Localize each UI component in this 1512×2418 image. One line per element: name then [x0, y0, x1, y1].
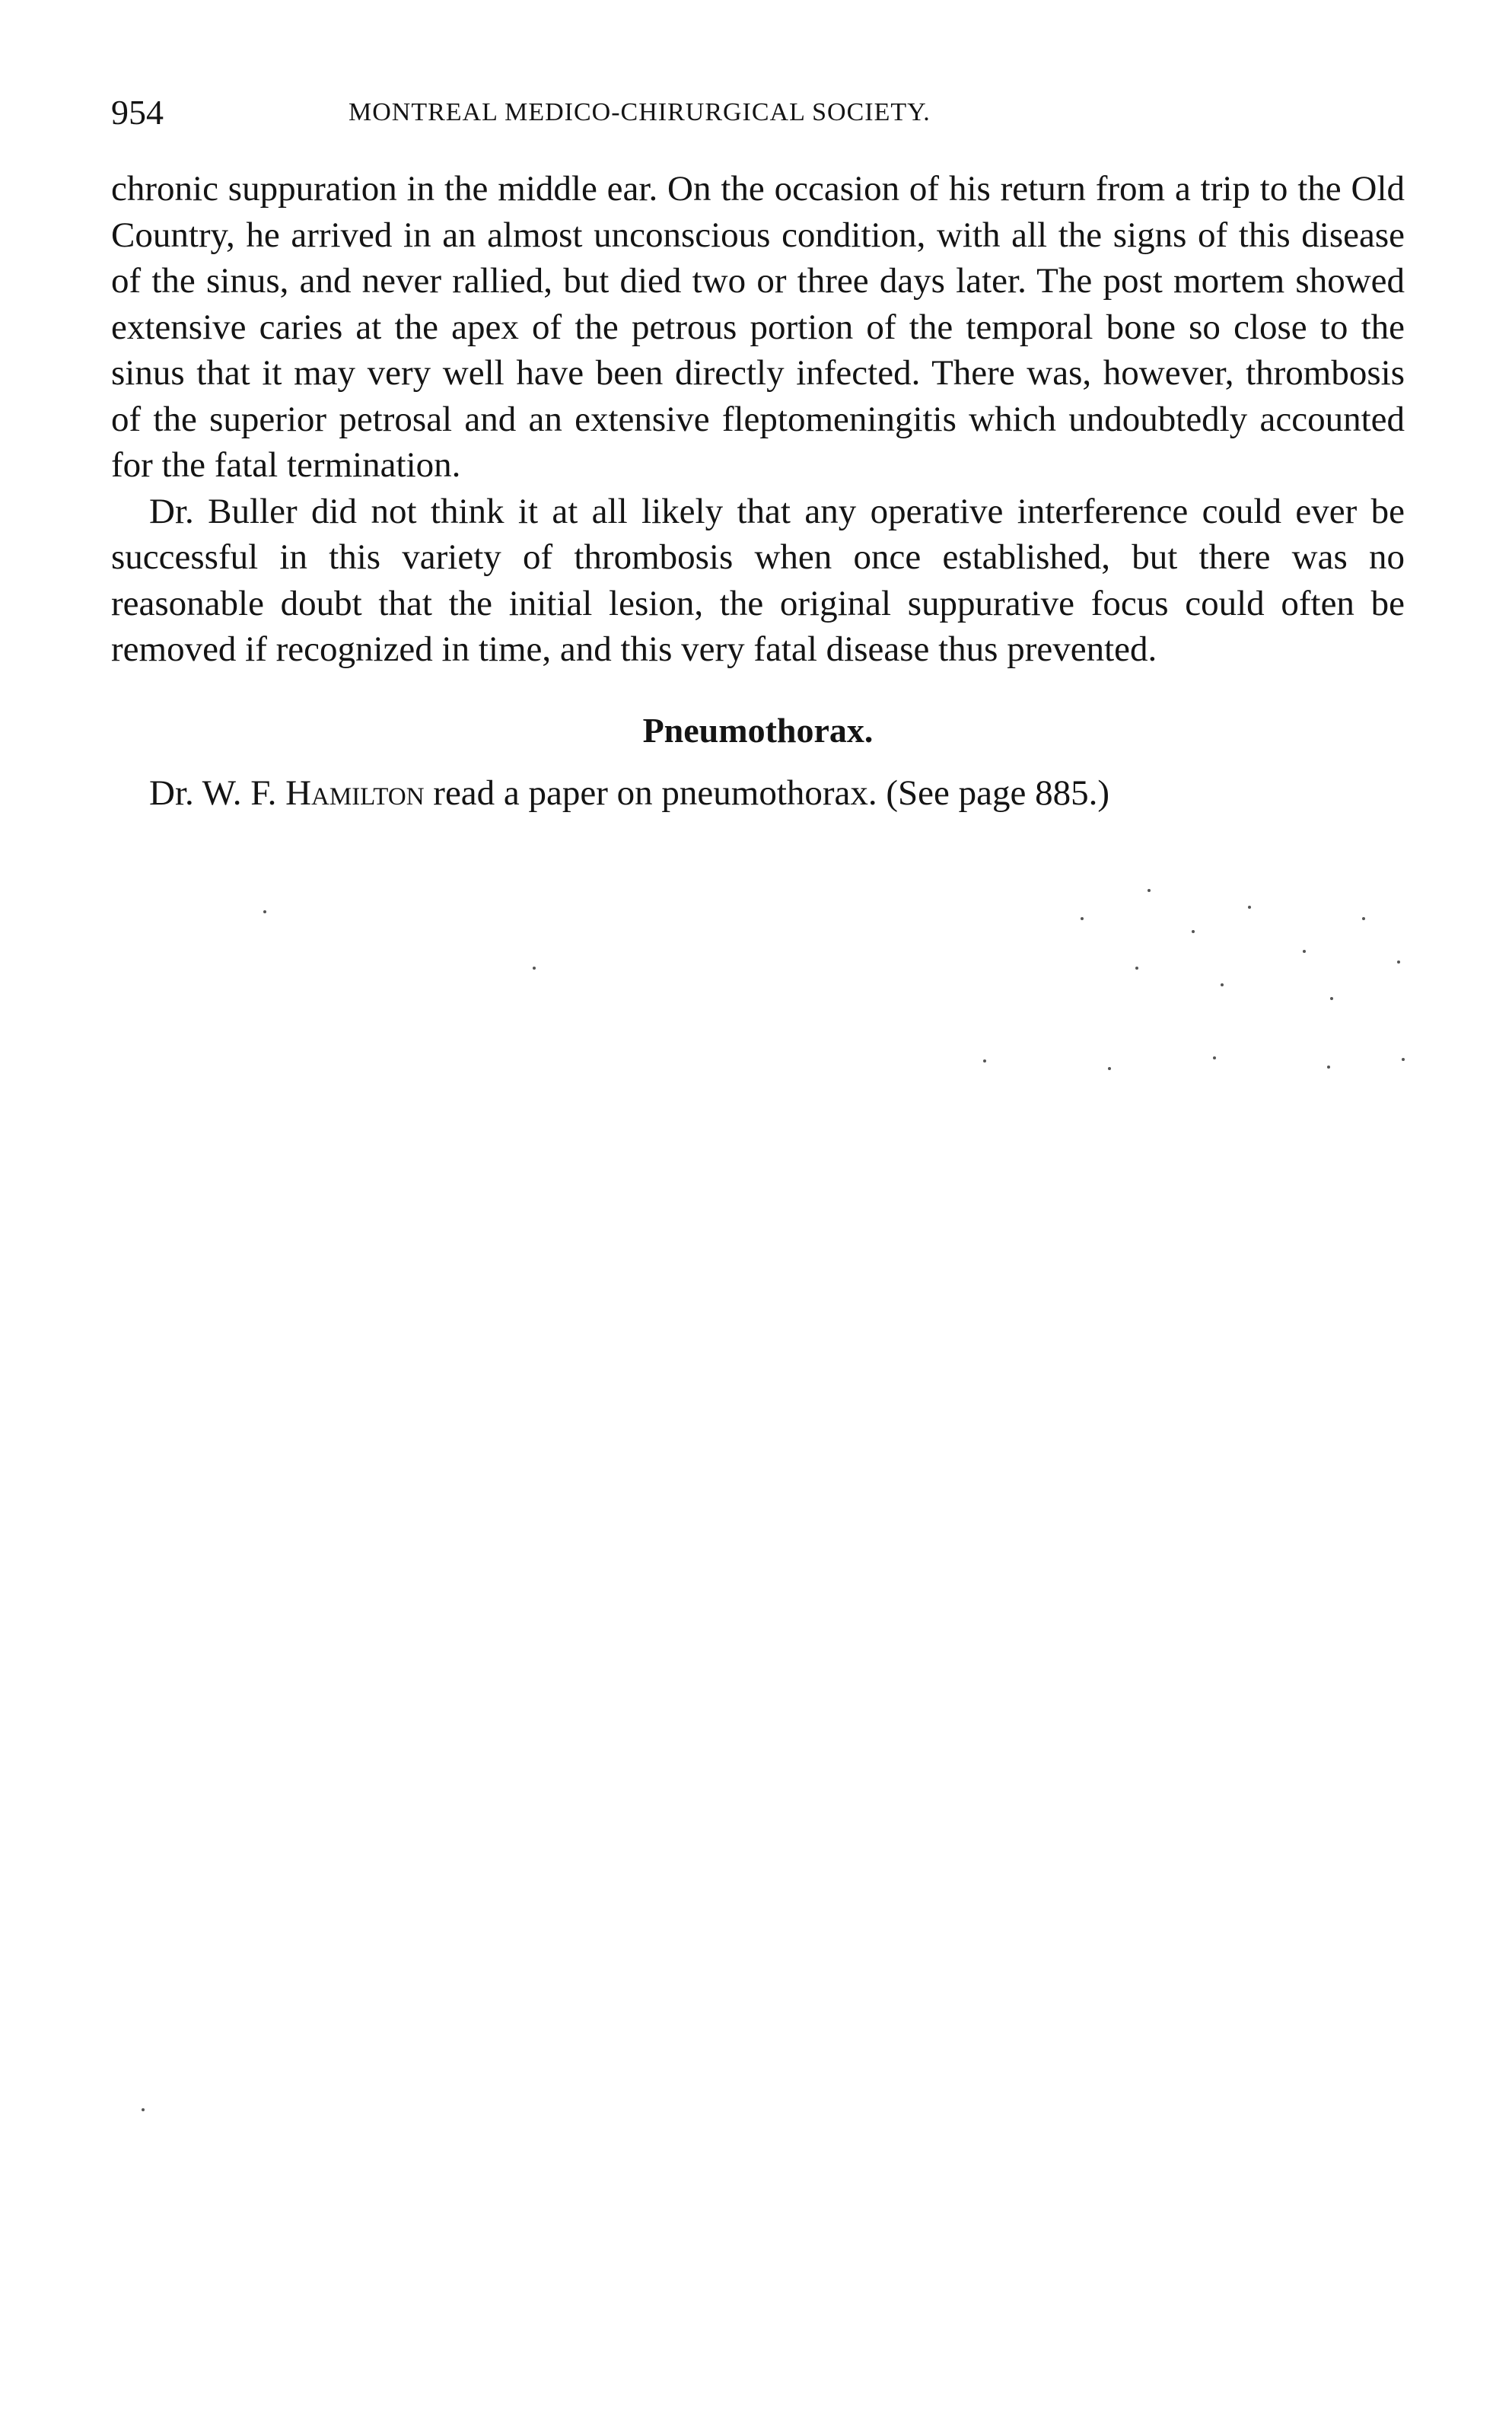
scan-speck: [1362, 917, 1365, 920]
scan-speck: [1081, 917, 1084, 920]
author-name: Hamilton: [285, 773, 425, 813]
scan-speck: [1402, 1058, 1405, 1061]
scan-speck: [1135, 967, 1138, 970]
scan-speck: [1108, 1067, 1111, 1070]
page-number: 954: [111, 93, 164, 132]
paragraph-case-report: chronic suppuration in the middle ear. On the occasion of his return from a trip to the Old Country, he arrived in an almost unconscious condition, with all the signs of this disease of the sinus, and never rallied, but died two or three days later. The post mortem showed extensive caries at the apex of the petrous portion of the temporal bone so close to the sinus that it may very well have been directly infected. There was, however, thrombosis of the superior petrosal and an extensive fleptomeningitis which undoubtedly accounted for the fatal termination.: [111, 169, 1405, 485]
body-text: [111, 166, 1405, 816]
scan-speck: [1221, 983, 1224, 986]
scan-speck: [983, 1059, 986, 1062]
section-heading-pneumothorax: Pneumothorax.: [642, 710, 874, 750]
scan-speck: [1327, 1066, 1330, 1069]
scan-speck: [142, 2108, 145, 2111]
scan-speck: [1148, 889, 1151, 892]
scan-speck: [1330, 997, 1333, 1000]
scan-speck: [1397, 961, 1400, 964]
scan-speck: [263, 910, 266, 913]
running-head-title: MONTREAL MEDICO-CHIRURGICAL SOCIETY.: [349, 98, 931, 126]
scan-speck: [533, 967, 536, 970]
paragraph-buller-discussion: Dr. Buller did not think it at all likely that any operative interference could ever be successful in this variety of thrombosis when once established, but there was no reasonable doubt that the initial lesion, the original suppurative focus could often be removed if recognized in time, and this very fatal disease thus prevented.: [111, 491, 1405, 669]
scan-speck: [1192, 930, 1195, 933]
running-header: [111, 90, 1405, 135]
paragraph-hamilton-paper: [111, 770, 1405, 817]
scan-speck: [1213, 1056, 1216, 1059]
paragraph-prefix: Dr. W. F.: [149, 773, 286, 813]
scan-speck: [1248, 906, 1251, 909]
paragraph-suffix: read a paper on pneumothorax. (See page 885.): [424, 773, 1110, 813]
scan-speck: [1303, 950, 1306, 953]
